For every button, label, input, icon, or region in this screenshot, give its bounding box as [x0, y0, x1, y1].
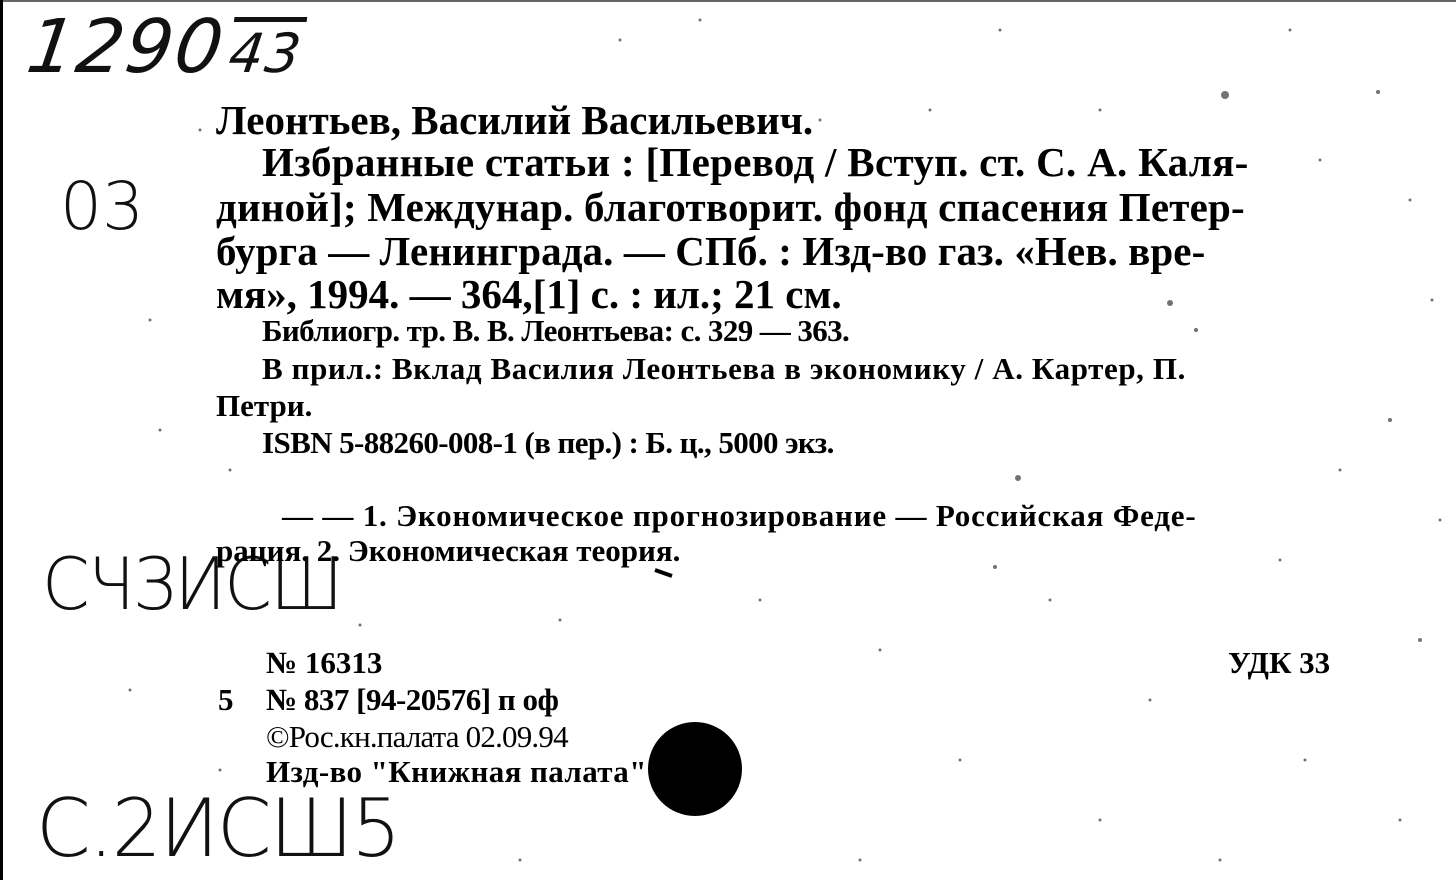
handwritten-left-code: 03 — [60, 168, 144, 245]
title-line: мя», 1994. — 364,[1] с. : ил.; 21 см. — [216, 271, 842, 317]
handwritten-top-number-main: 1290 — [21, 4, 231, 90]
left-edge-line — [0, 0, 3, 880]
author-heading: Леонтьев, Василий Васильевич. — [216, 97, 814, 143]
handwritten-top-number — [22, 4, 309, 90]
handwritten-top-fraction: 43 — [224, 22, 307, 85]
top-edge-line — [0, 0, 1456, 2]
appendix-line: Петри. — [216, 388, 313, 423]
title-line: бурга — Ленинграда. — СПб. : Изд-во газ. «Нев. вре- — [216, 228, 1206, 274]
copyright-line: ©Рос.кн.палата 02.09.94 — [266, 719, 568, 754]
isbn-line: ISBN 5-88260-008-1 (в пер.) : Б. ц., 5000 экз. — [262, 425, 834, 460]
publisher-line: Изд-во "Книжная палата" — [266, 754, 647, 789]
handwritten-middle-code: СЧЗИСШ — [42, 542, 342, 626]
udc-code: УДК 33 — [1228, 645, 1331, 680]
card-number: № 16313 — [266, 645, 383, 680]
bibliography-note: Библиогр. тр. В. В. Леонтьева: с. 329 — 363. — [262, 313, 850, 348]
title-line: Избранные статьи : [Перевод / Вступ. ст. С. А. Каля- — [262, 139, 1249, 185]
title-line: диной]; Междунар. благотворит. фонд спасения Петер- — [216, 184, 1245, 230]
order-line: № 837 [94-20576] п оф — [266, 682, 559, 717]
punch-hole — [648, 722, 742, 816]
subject-line: рация. 2. Экономическая теория. — [216, 533, 681, 568]
appendix-line: В прил.: Вклад Василия Леонтьева в экономику / А. Картер, П. — [262, 351, 1186, 386]
subject-line: — — 1. Экономическое прогнозирование — Российская Феде- — [282, 498, 1197, 533]
handwritten-bottom-code: С.2ИСШ5 — [36, 782, 400, 875]
order-prefix: 5 — [218, 682, 234, 717]
